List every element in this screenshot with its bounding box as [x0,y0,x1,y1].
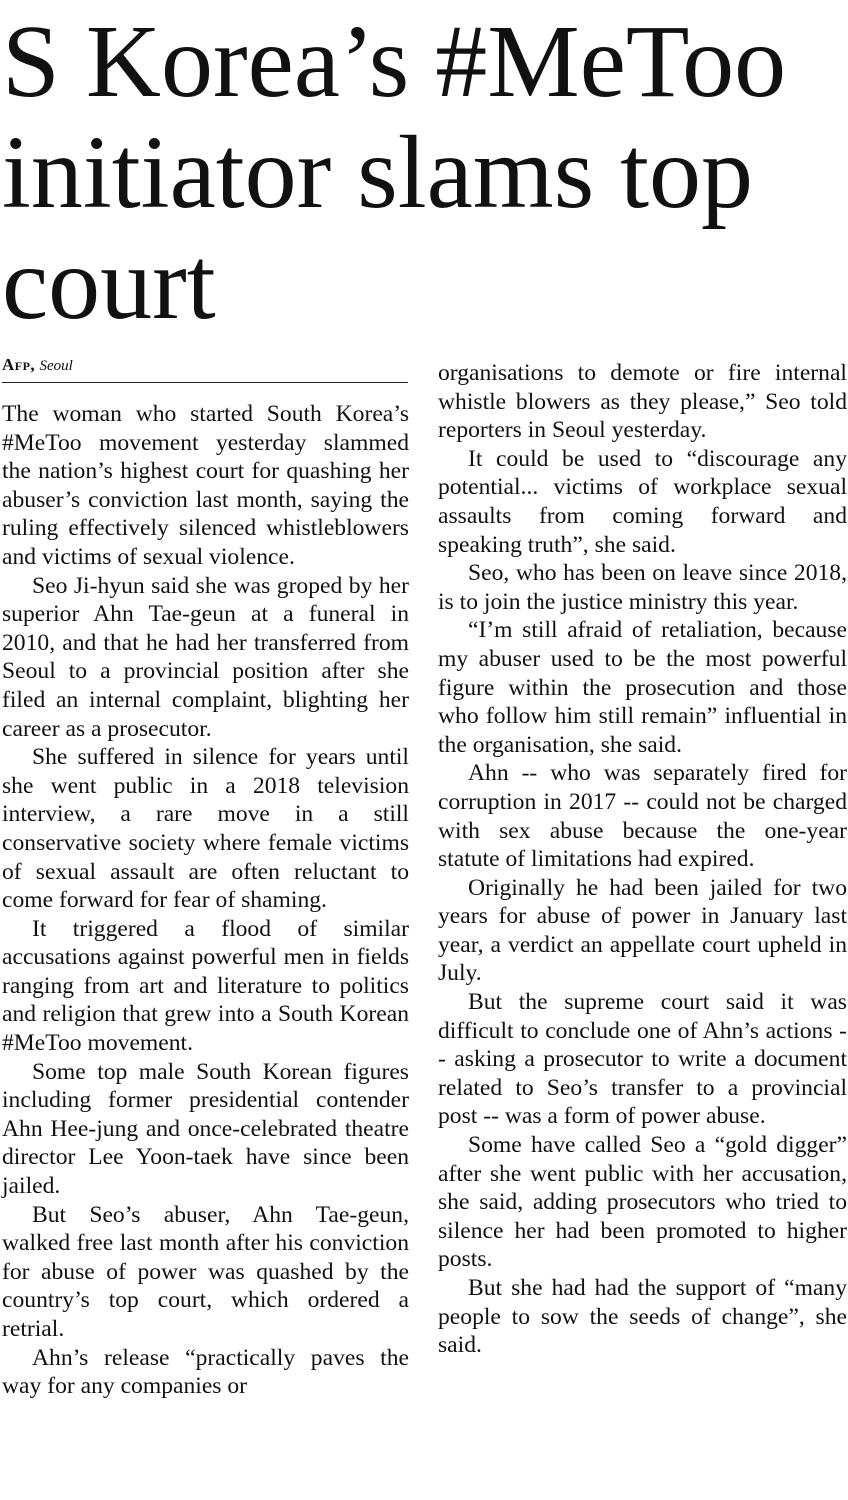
paragraph: But she had had the support of “many people to sow the seeds of change”, she said. [438,1275,847,1359]
paragraph: It could be used to “discourage any potential... victims of workplace sexual assaults from coming forward and speaking truth”, she said. [438,445,847,558]
paragraph: Seo, who has been on leave since 2018, is to join the justice ministry this year. [438,560,847,615]
paragraph: Seo Ji-hyun said she was groped by her superior Ahn Tae-geun at a funeral in 2010, and that he had her transferred from Seoul to a provincial position after she filed an internal complaint, blighting her career as a prosecutor. [2,572,409,742]
paragraph: Originally he had been jailed for two years for abuse of power in January last year, a verdict an appellate court upheld in July. [438,874,847,987]
paragraph: Ahn’s release “practically paves the way for any companies or [2,1344,409,1400]
paragraph: Some have called Seo a “gold digger” after she went public with her accusation, she said, adding prosecutors who tried to silence her had been promoted to higher posts. [438,1132,847,1273]
paragraph: “I’m still afraid of retaliation, because my abuser used to be the most powerful figure within the prosecution and those who follow him still remain” influential in the organisation, she said. [438,617,847,758]
paragraph: She suffered in silence for years until she went public in a 2018 television interview, a rare move in a still conservative society where female victims of sexual assault are often reluctant to come forward for fear of shaming. [2,744,409,914]
paragraph: It triggered a flood of similar accusations against powerful men in fields ranging from art and literature to politics and religion that grew into a South Korean #MeToo movement. [2,915,409,1057]
article-column-right [438,359,847,1360]
article-column-left [2,400,409,1401]
paragraph: The woman who started South Korea’s #MeToo movement yesterday slammed the nation’s highest court for quashing her abuser’s conviction last month, saying the ruling effectively silenced whistleblowers and victims of sexual violence. [2,401,409,570]
paragraph: Some top male South Korean figures including former presidential contender Ahn Hee-jung and once-celebrated theatre director Lee Yoon-taek have since been jailed. [2,1058,409,1200]
byline-agency: Afp, [2,355,36,374]
paragraph: organisations to demote or fire internal whistle blowers as they please,” Seo told reporters in Seoul yesterday. [438,360,847,444]
headline: S Korea’s #MeToo initiator slams top court [2,4,787,341]
byline [2,354,408,383]
paragraph: But Seo’s abuser, Ahn Tae-geun, walked free last month after his conviction for abuse of power was quashed by the country’s top court, which ordered a retrial. [2,1201,409,1342]
paragraph: But the supreme court said it was difficult to conclude one of Ahn’s actions -- asking a prosecutor to write a document related to Seo’s transfer to a provincial post -- was a form of power abuse. [438,989,847,1130]
paragraph: Ahn -- who was separately fired for corruption in 2017 -- could not be charged with sex abuse because the one-year statute of limitations had expired. [438,760,847,873]
byline-city: Seoul [39,358,73,374]
